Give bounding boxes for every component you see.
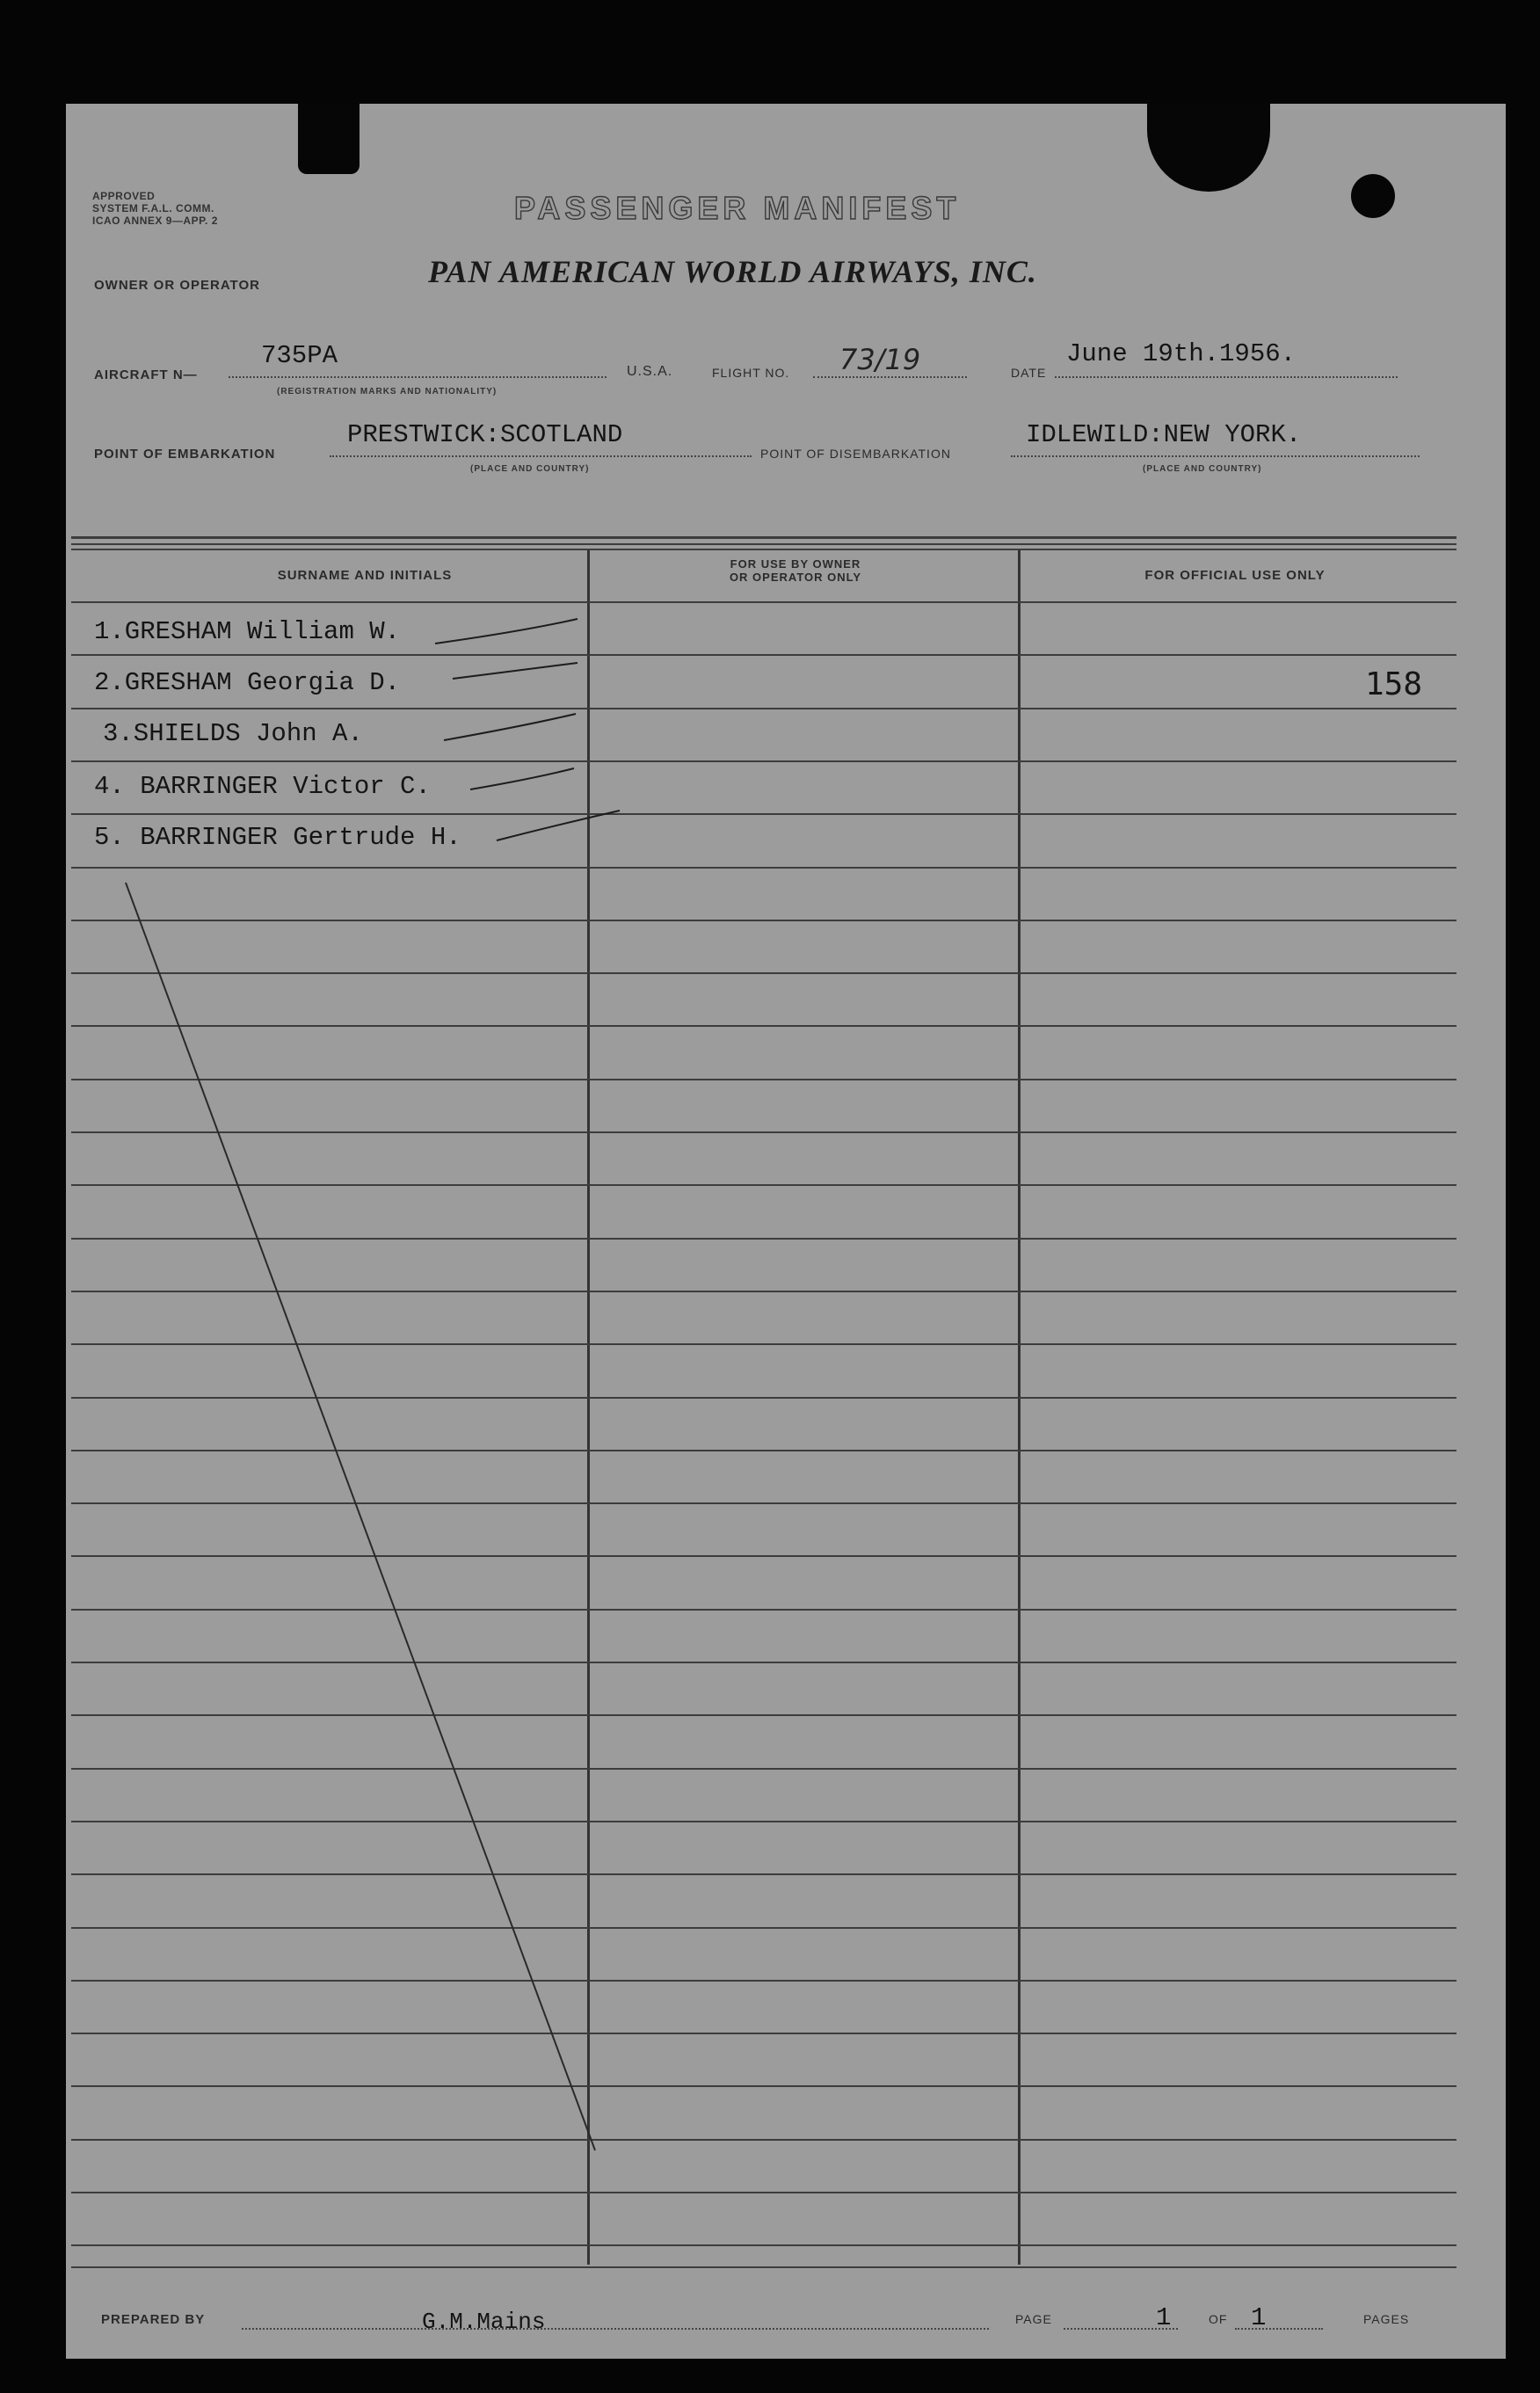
diagonal-strike xyxy=(126,883,595,2150)
tick-stroke xyxy=(444,714,576,740)
pages-label: PAGES xyxy=(1363,2312,1410,2326)
official-number: 158 xyxy=(1365,666,1423,702)
page-underline xyxy=(1064,2328,1178,2330)
approval-line: SYSTEM F.A.L. COMM. xyxy=(92,202,214,215)
prepared-underline xyxy=(242,2328,989,2330)
date-value: June 19th.1956. xyxy=(1066,339,1297,368)
passenger-row: 2.GRESHAM Georgia D. xyxy=(94,668,401,697)
flight-label: FLIGHT NO. xyxy=(712,366,790,380)
page-label: PAGE xyxy=(1015,2312,1052,2326)
aircraft-label: AIRCRAFT N— xyxy=(94,367,198,382)
passenger-row: 3.SHIELDS John A. xyxy=(103,719,363,748)
embark-value: PRESTWICK:SCOTLAND xyxy=(347,420,623,449)
aircraft-value: 735PA xyxy=(261,341,338,370)
tick-stroke xyxy=(435,619,578,644)
of-label: OF xyxy=(1209,2312,1228,2326)
aircraft-sublabel: (REGISTRATION MARKS AND NATIONALITY) xyxy=(277,387,498,396)
tick-stroke xyxy=(470,768,574,789)
page-value: 1 xyxy=(1156,2303,1172,2332)
pen-strokes xyxy=(66,104,1506,2359)
owner-label: OWNER OR OPERATOR xyxy=(94,278,260,293)
approval-line: ICAO ANNEX 9—APP. 2 xyxy=(92,215,218,227)
footer-rule xyxy=(71,2266,1456,2268)
prepared-value: G.M.Mains xyxy=(422,2309,546,2335)
country-label: U.S.A. xyxy=(627,364,673,379)
disembark-sublabel: (PLACE AND COUNTRY) xyxy=(1143,464,1262,474)
document-title: PASSENGER MANIFEST xyxy=(514,190,961,226)
disembark-value: IDLEWILD:NEW YORK. xyxy=(1026,420,1302,449)
column-header-operator-line: OR OPERATOR ONLY xyxy=(729,571,862,584)
tick-stroke xyxy=(453,663,578,679)
approval-line: APPROVED xyxy=(92,190,156,202)
of-value: 1 xyxy=(1251,2303,1267,2332)
passenger-row: 5. BARRINGER Gertrude H. xyxy=(94,823,461,852)
of-underline xyxy=(1235,2328,1323,2330)
embark-label: POINT OF EMBARKATION xyxy=(94,447,276,462)
flight-value: 73/19 xyxy=(839,343,921,376)
owner-value: PAN AMERICAN WORLD AIRWAYS, INC. xyxy=(428,254,1037,289)
passenger-row: 4. BARRINGER Victor C. xyxy=(94,772,431,801)
date-label: DATE xyxy=(1011,366,1047,380)
tick-stroke xyxy=(497,811,620,840)
disembark-label: POINT OF DISEMBARKATION xyxy=(760,447,951,461)
prepared-label: PREPARED BY xyxy=(101,2312,206,2327)
embark-sublabel: (PLACE AND COUNTRY) xyxy=(470,464,590,474)
column-header-surname: SURNAME AND INITIALS xyxy=(277,568,453,583)
column-header-official: FOR OFFICIAL USE ONLY xyxy=(1144,568,1326,583)
column-header-operator-line: FOR USE BY OWNER xyxy=(730,557,861,571)
manifest-sheet xyxy=(66,104,1506,2359)
passenger-row: 1.GRESHAM William W. xyxy=(94,617,401,646)
